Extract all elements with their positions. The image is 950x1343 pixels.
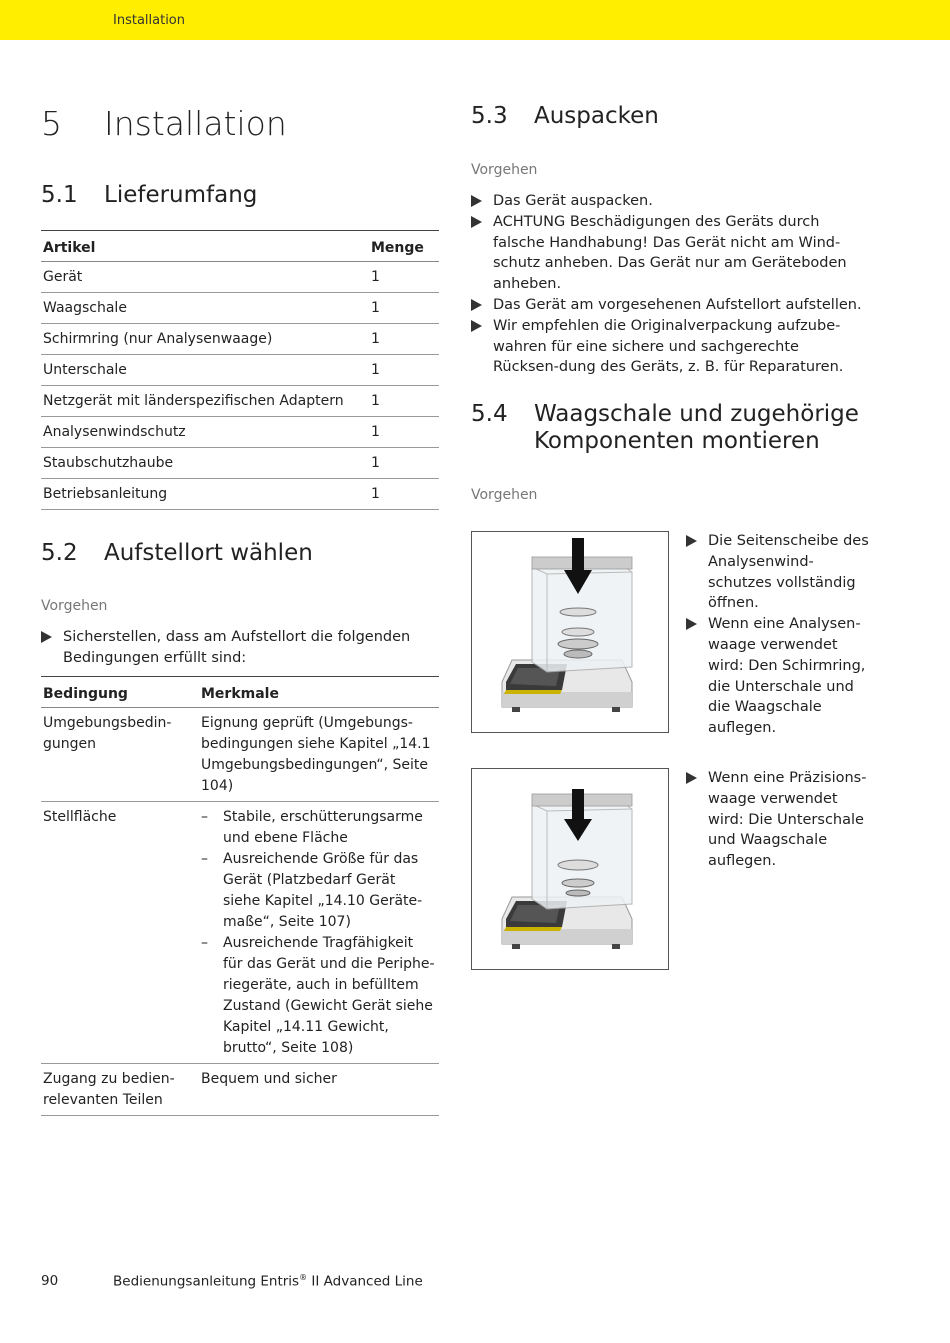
chapter-number: 5 <box>41 104 62 143</box>
table-row <box>41 355 439 386</box>
section-title-line2: Komponenten montieren <box>534 428 820 454</box>
step-text: Wenn eine Analysen-waage verwendet wird: Den Schirmring, die Unterschale und die Waagschale auflegen. <box>708 616 866 737</box>
warning-label: ACHTUNG <box>493 213 566 230</box>
step-text: Die Seitenscheibe des Analysenwind-schutzes vollständig öffnen. <box>708 533 869 612</box>
procedure-label: Vorgehen <box>41 598 108 614</box>
step-text: am Wind-schutz anheben. Das Gerät nur am Geräteboden anheben. <box>493 234 847 293</box>
section-number: 5.2 <box>41 540 78 566</box>
cell-artikel: Gerät <box>41 262 369 293</box>
section-5-4-heading <box>471 401 859 455</box>
table-row <box>41 324 439 355</box>
figure2-steps <box>686 768 871 872</box>
cell-menge: 1 <box>369 448 439 479</box>
cell-artikel: Waagschale <box>41 293 369 324</box>
procedure-list <box>471 191 866 378</box>
cell-merkmale: Bequem und sicher <box>199 1064 439 1116</box>
step-text: Sicherstellen, dass am Aufstellort die folgenden Bedingungen erfüllt sind: <box>63 629 411 666</box>
triangle-bullet-icon <box>471 299 482 311</box>
list-item <box>471 212 866 295</box>
cell-artikel: Betriebsanleitung <box>41 479 369 510</box>
column-header-bedingung: Bedingung <box>41 677 199 708</box>
column-header-merkmale: Merkmale <box>199 677 439 708</box>
section-title: Aufstellort wählen <box>104 540 313 566</box>
section-title: Lieferumfang <box>104 182 258 208</box>
cell-menge: 1 <box>369 262 439 293</box>
emphasis-text: nicht <box>730 234 767 251</box>
cell-artikel: Unterschale <box>41 355 369 386</box>
list-item <box>471 295 866 316</box>
footer-title-main: Bedienungsanleitung Entris <box>113 1273 300 1290</box>
section-5-2-heading <box>41 540 313 567</box>
section-title: Auspacken <box>534 103 659 129</box>
footer-title-suffix: II Advanced Line <box>307 1273 423 1290</box>
list-item: – Stabile, erschütterungsarme und ebene Fläche <box>201 807 437 849</box>
page-number: 90 <box>41 1273 59 1289</box>
cell-menge: 1 <box>369 293 439 324</box>
cell-artikel: Schirmring (nur Analysenwaage) <box>41 324 369 355</box>
procedure-label: Vorgehen <box>471 162 538 178</box>
triangle-bullet-icon <box>41 631 52 643</box>
list-item <box>41 627 421 669</box>
list-item: – Ausreichende Größe für das Gerät (Platzbedarf Gerät siehe Kapitel „14.10 Geräte-maße“, Seite 107) <box>201 849 437 933</box>
cell-artikel: Analysenwindschutz <box>41 417 369 448</box>
cell-bedingung: Zugang zu bedien-relevanten Teilen <box>41 1064 199 1116</box>
cell-bedingung: Umgebungsbedin-gungen <box>41 708 199 802</box>
cell-menge: 1 <box>369 355 439 386</box>
table-row <box>41 448 439 479</box>
section-number: 5.3 <box>471 103 508 129</box>
list-item <box>686 768 871 872</box>
table-row <box>41 1064 439 1116</box>
list-item <box>686 531 871 614</box>
triangle-bullet-icon <box>471 195 482 207</box>
cell-merkmale: Eignung geprüft (Umgebungs-bedingungen siehe Kapitel „14.1 Umgebungsbedingungen“, Seite 104) <box>199 708 439 802</box>
section-number: 5.1 <box>41 182 78 208</box>
column-header-artikel: Artikel <box>41 231 369 262</box>
table-header-row <box>41 677 439 708</box>
triangle-bullet-icon <box>471 216 482 228</box>
table-row <box>41 479 439 510</box>
section-title <box>534 401 859 455</box>
header-section-label: Installation <box>113 13 186 28</box>
step-text: Das Gerät auspacken. <box>493 193 653 209</box>
section-number: 5.4 <box>471 401 508 427</box>
conditions-table <box>41 676 439 1116</box>
triangle-bullet-icon <box>686 772 697 784</box>
footer-title <box>113 1273 423 1290</box>
table-row <box>41 802 439 1064</box>
step-text: Das Gerät am vorgesehenen Aufstellort aufstellen. <box>493 296 862 313</box>
table-row <box>41 262 439 293</box>
cell-merkmale <box>199 802 439 1064</box>
balance-illustration <box>472 769 670 971</box>
triangle-bullet-icon <box>471 320 482 332</box>
list-item <box>471 191 866 212</box>
step-text: Wenn eine Präzisions-waage verwendet wird: Die Unterschale und Waagschale auflegen. <box>708 770 867 870</box>
cell-menge: 1 <box>369 386 439 417</box>
cell-menge: 1 <box>369 324 439 355</box>
delivery-table <box>41 230 439 510</box>
cell-artikel: Netzgerät mit länderspezifischen Adaptern <box>41 386 369 417</box>
list-item <box>471 316 866 378</box>
figure-analytical-balance <box>471 531 669 733</box>
table-row <box>41 708 439 802</box>
dash-list <box>201 807 437 1059</box>
step-text: Beschädigungen des Geräts durch falsche Handhabung! Das Gerät <box>493 213 820 251</box>
chapter-heading: Installation <box>104 104 287 143</box>
list-item <box>686 614 871 739</box>
figure1-steps <box>686 531 871 739</box>
triangle-bullet-icon <box>686 618 697 630</box>
section-title-line1: Waagschale und zugehörige <box>534 401 859 427</box>
section-5-1-heading <box>41 182 257 209</box>
column-header-menge: Menge <box>369 231 439 262</box>
header-bar <box>0 0 950 40</box>
procedure-label: Vorgehen <box>471 487 538 503</box>
cell-menge: 1 <box>369 417 439 448</box>
registered-mark: ® <box>299 1273 308 1282</box>
cell-bedingung: Stellfläche <box>41 802 199 1064</box>
balance-illustration <box>472 532 670 734</box>
table-row <box>41 417 439 448</box>
procedure-list <box>41 627 421 669</box>
section-5-3-heading <box>471 103 659 130</box>
chapter-title <box>41 104 287 143</box>
table-row <box>41 293 439 324</box>
list-item: – Ausreichende Tragfähigkeit für das Gerät und die Periphe-riegeräte, auch in befülltem Zustand (Gewicht Gerät siehe Kapitel „14.11 Gewicht, brutto“, Seite 108) <box>201 933 437 1059</box>
triangle-bullet-icon <box>686 535 697 547</box>
table-row <box>41 386 439 417</box>
step-text: Wir empfehlen die Originalverpackung aufzube-wahren für eine sichere und sachgerechte Rücksen-dung des Geräts, z. B. für Reparaturen. <box>493 317 844 376</box>
table-header-row <box>41 231 439 262</box>
cell-artikel: Staubschutzhaube <box>41 448 369 479</box>
cell-menge: 1 <box>369 479 439 510</box>
figure-precision-balance <box>471 768 669 970</box>
